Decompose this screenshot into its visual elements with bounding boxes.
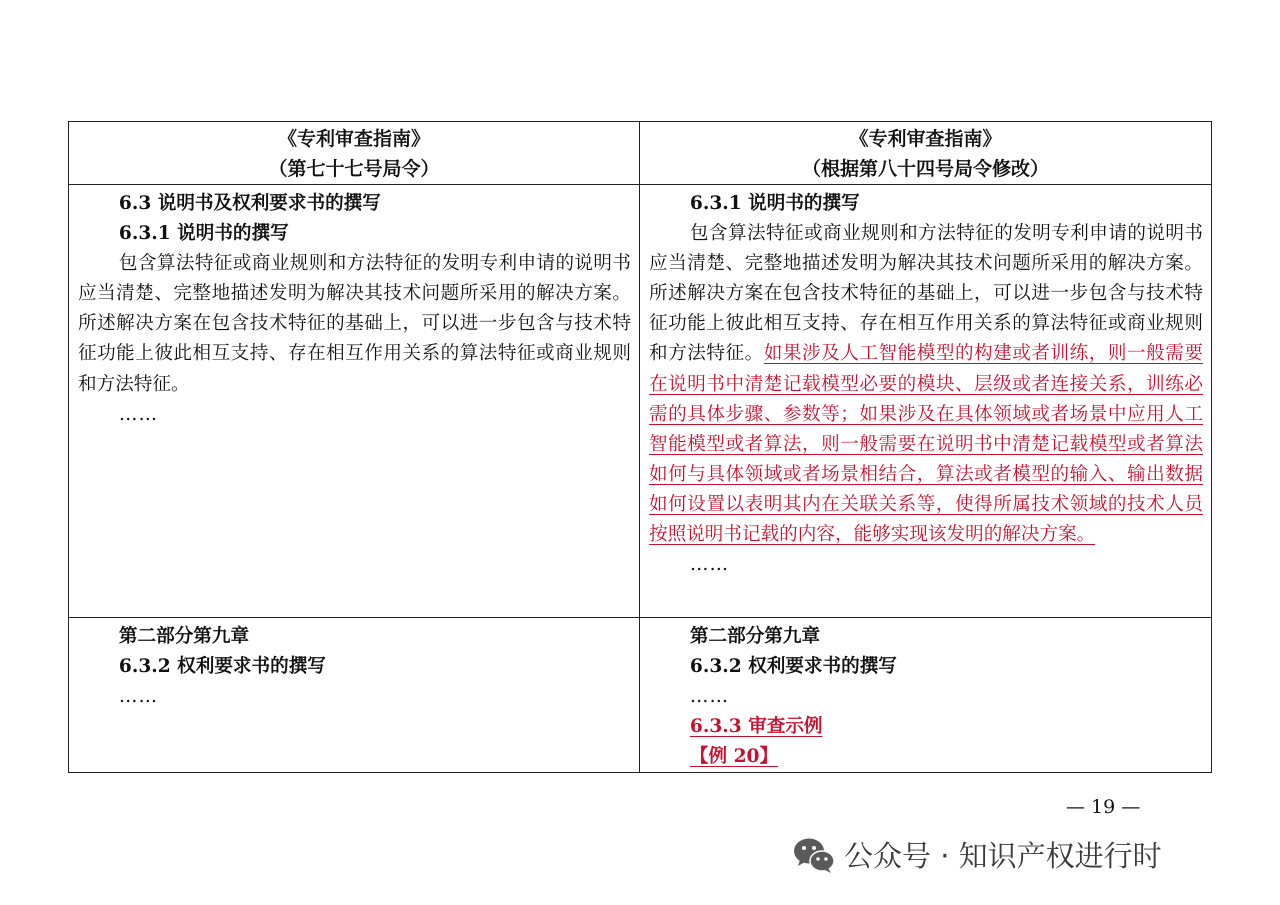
subsection-heading: 6.3.1 说明书的撰写 <box>118 223 289 245</box>
added-text: 如果涉及人工智能模型的构建或者训练，则一般需要在说明书中清楚记载模型必要的模块、层级或者连接关系，训练必需的具体步骤、参数等；如果涉及在具体领域或者场景中应用人工智能模型或者算法，则一般需要在说明书中清楚记载模型或者算法如何与具体领域或者场景相结合，算法或者模型的输入、输出数据如何设置以表明其内在关联关系等，使得所属技术领域的技术人员按照说明书记载的内容，能够实现该发明的解决方案。 <box>649 343 1203 546</box>
ellipsis: …… <box>689 554 730 576</box>
subsection-heading: 6.3.2 权利要求书的撰写 <box>118 656 326 678</box>
watermark <box>792 834 1162 875</box>
ellipsis: …… <box>118 686 159 708</box>
header-right <box>640 122 1212 185</box>
header-left <box>69 122 640 185</box>
chapter-heading: 第二部分第九章 <box>689 626 821 647</box>
table-row <box>69 185 1212 618</box>
row1-right-cell <box>640 185 1212 618</box>
subsection-heading: 6.3.1 说明书的撰写 <box>689 193 860 214</box>
header-left-subtitle: （第七十七号局令） <box>268 158 440 180</box>
watermark-text: 公众号 · 知识产权进行时 <box>844 839 1162 873</box>
subsection-heading: 6.3.2 权利要求书的撰写 <box>689 656 897 678</box>
paragraph-original: 包含算法特征或商业规则和方法特征的发明专利申请的说明书应当清楚、完整地描述发明为解决其技术问题所采用的解决方案。所述解决方案在包含技术特征的基础上，可以进一步包含与技术特征功能上彼此相互支持、存在相互作用关系的算法特征或商业规则和方法特征。 <box>78 253 631 395</box>
added-example-label: 【例 20】 <box>689 746 779 768</box>
row1-left-cell <box>69 185 640 618</box>
paragraph-unchanged-text: 包含算法特征或商业规则和方法特征的发明专利申请的说明书应当清楚、完整地描述发明为解决其技术问题所采用的解决方案。所述解决方案在包含技术特征的基础上，可以进一步包含与技术特征功能上彼此相互支持、存在相互作用关系的算法特征或商业规则和方法特征。 <box>649 223 1203 365</box>
page-number: — 19 — <box>1066 796 1141 818</box>
ellipsis: …… <box>118 403 159 425</box>
wechat-icon <box>792 835 836 875</box>
ellipsis: …… <box>689 686 730 708</box>
table-row <box>69 618 1212 773</box>
paragraph-revised <box>649 219 1203 550</box>
header-right-subtitle: （根据第八十四号局令修改） <box>801 158 1049 180</box>
chapter-heading: 第二部分第九章 <box>118 626 250 647</box>
comparison-table <box>68 121 1212 773</box>
header-right-title: 《专利审查指南》 <box>849 128 1002 150</box>
added-heading: 6.3.3 审查示例 <box>689 716 823 738</box>
row2-left-cell <box>69 618 640 773</box>
section-heading: 6.3 说明书及权利要求书的撰写 <box>118 193 381 214</box>
row2-right-cell <box>640 618 1212 773</box>
header-left-title: 《专利审查指南》 <box>277 128 430 150</box>
table-header-row <box>69 122 1212 185</box>
